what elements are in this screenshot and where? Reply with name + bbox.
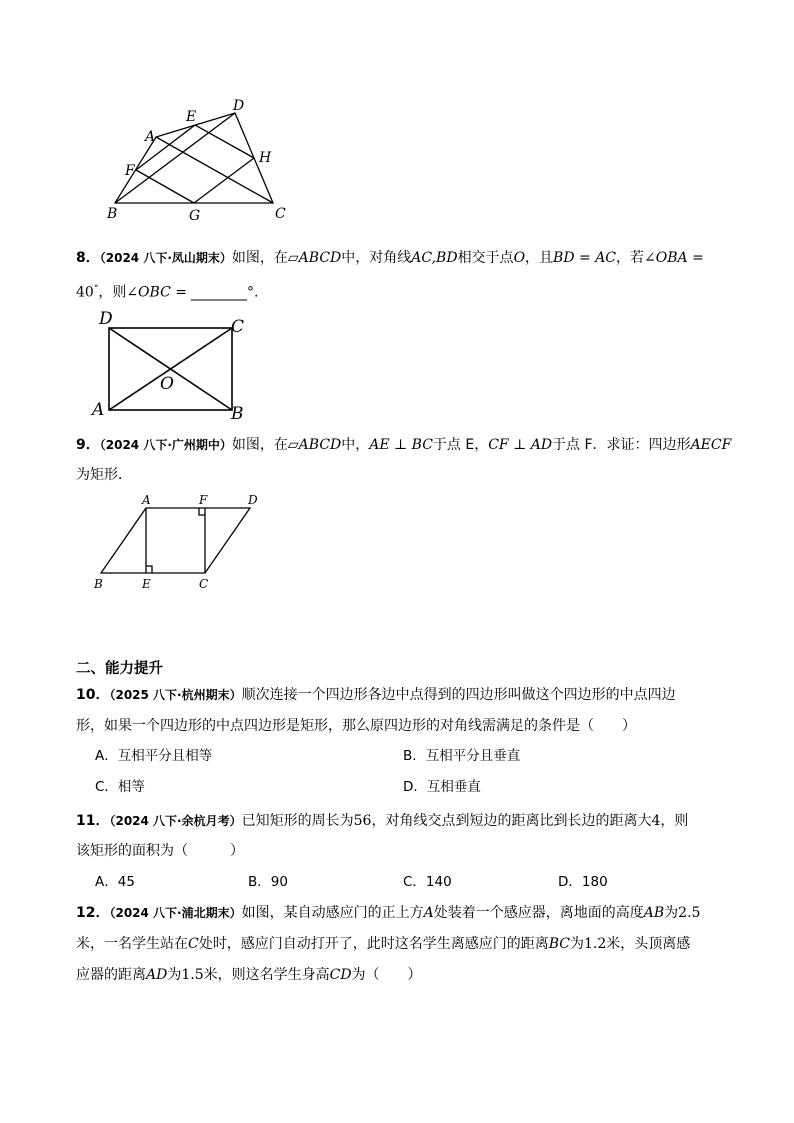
q11-text: 该矩形的面积为（ ） (76, 843, 244, 859)
q12-text: 米，则这名学生身高 (203, 967, 330, 983)
fig7-label-F: F (125, 163, 135, 179)
q12-math: AD (146, 967, 168, 983)
fig9-label-F: F (199, 493, 208, 507)
q12-math: A (423, 905, 434, 921)
q11-math: 56 (353, 813, 372, 829)
q12-text: 应器的距离 (76, 967, 146, 983)
q8-math: O (513, 250, 526, 266)
fig9-label-A: A (142, 493, 151, 507)
q9-math: CF ⊥ AD (488, 437, 553, 453)
q9-line-2 (76, 465, 132, 485)
q12-math: CD (329, 967, 352, 983)
q12-math: BC (548, 936, 570, 952)
q8-source: （2024 八下·凤山期末） (99, 251, 232, 265)
q8-number: 8． (76, 250, 100, 266)
q8-text: ，且 (525, 250, 554, 266)
q11-source: （2024 八下·余杭月考） (109, 814, 242, 828)
q11-text: ，对角线交点到短边的距离比到长边的距离大 (371, 813, 652, 829)
q8-math: ∠OBA = (644, 250, 704, 266)
fig7-label-C: C (275, 206, 286, 222)
q12-text: 米，头顶离感 (606, 936, 691, 952)
q10-number: 10． (76, 687, 110, 703)
q10-line-2 (76, 716, 636, 736)
q11-text: 已知矩形的周长为 (241, 813, 354, 829)
q9-number: 9． (76, 437, 100, 453)
q8-math: BD = AC (553, 250, 617, 266)
q8-text: 相交于点 (457, 250, 514, 266)
q9-text: 如图，在 (231, 437, 288, 453)
fig9-label-C: C (199, 577, 209, 591)
q12-text: 为 (167, 967, 182, 983)
q11-line-2 (76, 841, 244, 861)
q12-text: 为（ ） (351, 967, 422, 983)
q8-degree: ° (93, 284, 99, 294)
q12-number: 12． (76, 905, 110, 921)
q8-line-2 (76, 279, 258, 303)
q9-math: AE ⊥ BC (369, 437, 433, 453)
fig7-label-H: H (259, 150, 272, 166)
q9-text: 于点 F．求证：四边形 (552, 437, 691, 453)
fig8-label-A: A (92, 400, 105, 420)
q11-option-c[interactable]: C．140 (403, 874, 452, 890)
q10-source: （2025 八下·杭州期末） (109, 688, 242, 702)
figure-q8-rectangle (88, 305, 258, 423)
q8-math: 40 (76, 284, 94, 301)
q11-option-d[interactable]: D．180 (558, 874, 608, 890)
q10-option-b[interactable]: B．互相平分且垂直 (403, 748, 521, 764)
q9-source: （2024 八下·广州期中） (99, 438, 232, 452)
q12-math: C (188, 936, 199, 952)
q11-option-a[interactable]: A．45 (95, 874, 135, 890)
section-heading: 二、能力提升 (76, 661, 163, 677)
q12-source: （2024 八下·浦北期末） (109, 906, 242, 920)
q11-line-1 (76, 811, 688, 831)
q10-line-1 (76, 685, 676, 705)
q10-option-d[interactable]: D．互相垂直 (403, 779, 481, 795)
q9-text: 为矩形． (76, 467, 132, 483)
q8-math: ∠OBC = (126, 284, 187, 301)
q10-text: 形，如果一个四边形的中点四边形是矩形，那么原四边形的对角线需满足的条件是（ ） (76, 718, 636, 734)
q8-text: 中，对角线 (341, 250, 412, 266)
q9-math: ▱ABCD (287, 437, 342, 453)
fig8-label-C: C (231, 317, 245, 337)
q12-text: 为 (664, 905, 679, 921)
fig9-label-E: E (142, 577, 151, 591)
q12-text: 处时，感应门自动打开了，此时这名学生离感应门的距离 (198, 936, 549, 952)
q8-line-1 (76, 248, 704, 268)
q12-line-3 (76, 965, 422, 985)
q12-math: 2.5 (678, 905, 701, 921)
q12-text: 米，一名学生站在 (76, 936, 188, 952)
q12-math: AB (643, 905, 665, 921)
q12-math: 1.2 (583, 936, 607, 952)
q11-option-b[interactable]: B．90 (248, 874, 288, 890)
q9-line-1 (76, 435, 731, 455)
q11-number: 11． (76, 813, 110, 829)
fig8-label-O: O (160, 374, 174, 394)
fig7-label-A: A (145, 129, 156, 145)
fig7-label-E: E (186, 109, 197, 125)
q12-text: 如图，某自动感应门的正上方 (241, 905, 424, 921)
figure-q9-parallelogram (88, 490, 268, 594)
q9-text: 于点 E， (432, 437, 489, 453)
q10-text: 顺次连接一个四边形各边中点得到的四边形叫做这个四边形的中点四边 (241, 687, 676, 703)
q8-text: 如图，在 (231, 250, 288, 266)
q10-option-c[interactable]: C．相等 (95, 779, 145, 795)
fig9-label-D: D (248, 493, 258, 507)
q12-text: 处装着一个感应器，离地面的高度 (433, 905, 644, 921)
q9-text: 中， (341, 437, 370, 453)
q8-math: AC,BD (411, 250, 458, 266)
q12-math: 1.5 (181, 967, 204, 983)
q11-text: ，则 (660, 813, 689, 829)
q8-text: °. (246, 284, 259, 301)
fig7-label-B: B (107, 206, 118, 222)
q8-answer-blank[interactable]: ________ (190, 284, 247, 301)
q8-math: ▱ABCD (287, 250, 342, 266)
q12-line-2 (76, 934, 690, 954)
fig7-label-D: D (233, 98, 245, 114)
q11-math: 4 (651, 813, 661, 829)
q9-math: AECF (690, 437, 732, 453)
q8-text: ，则 (98, 284, 127, 301)
fig7-label-G: G (189, 208, 201, 224)
q10-option-a[interactable]: A．互相平分且相等 (95, 748, 213, 764)
fig9-label-B: B (94, 577, 103, 591)
q8-text: ，若 (616, 250, 645, 266)
figure-q7-quadrilateral (100, 92, 300, 227)
q12-text: 为 (569, 936, 584, 952)
fig8-label-D: D (99, 309, 113, 329)
fig8-label-B: B (231, 404, 244, 423)
q12-line-1 (76, 903, 700, 923)
